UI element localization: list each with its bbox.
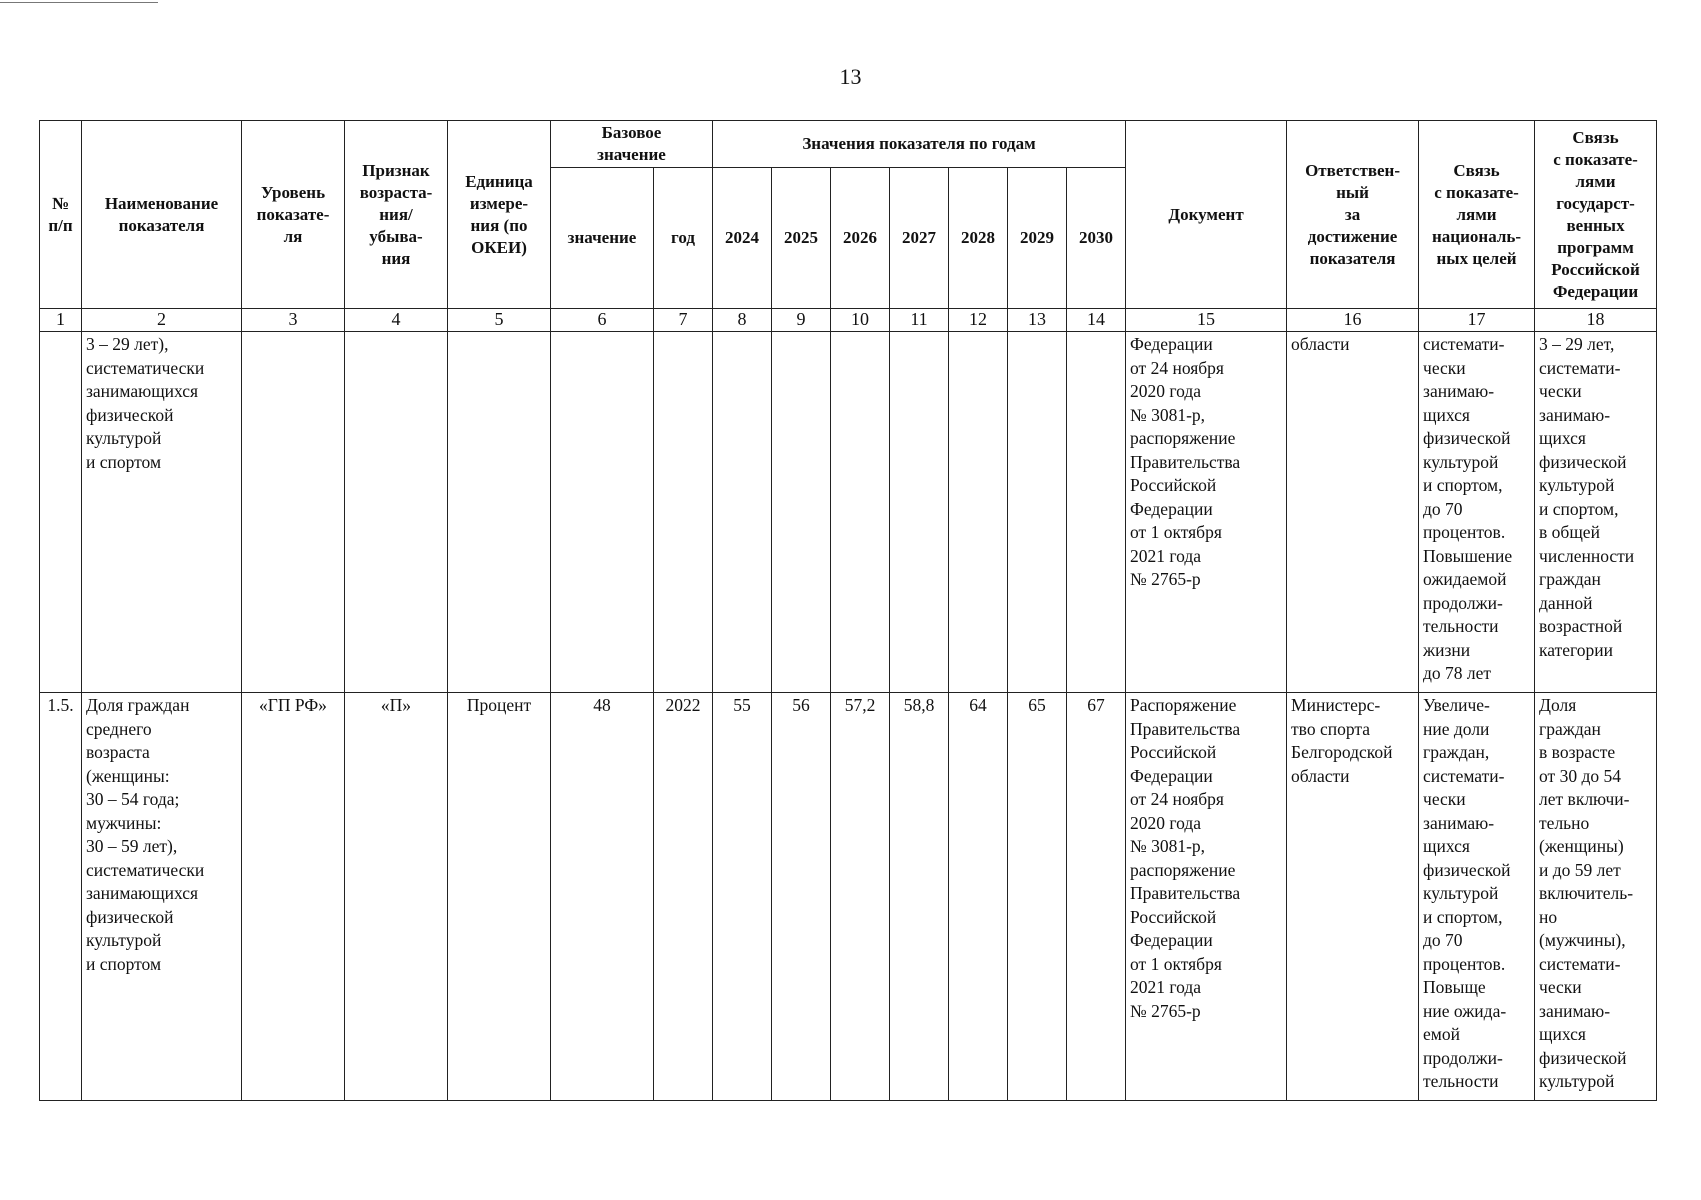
column-number: 12: [949, 309, 1008, 332]
header-programs-link: Связь с показате- лями государст- венных программ Российской Федерации: [1535, 121, 1657, 309]
indicator-level: «ГП РФ»: [242, 693, 345, 1101]
programs-link-cell: Доля граждан в возрасте от 30 до 54 лет включи- тельно (женщины) и до 59 лет включитель- но (мужчины), системати- чески занимаю- щихся физической культурой: [1535, 693, 1657, 1101]
page-number: 13: [839, 64, 862, 89]
header-responsible: Ответствен- ный за достижение показателя: [1287, 121, 1419, 309]
table-row: [40, 693, 1657, 1101]
column-number: 4: [345, 309, 448, 332]
row-num: [40, 332, 82, 693]
indicator-name: 3 – 29 лет), систематически занимающихся физической культурой и спортом: [82, 332, 242, 693]
year-value: 56: [772, 693, 831, 1101]
column-number: 7: [654, 309, 713, 332]
corner-rule: [0, 2, 158, 3]
column-number: 2: [82, 309, 242, 332]
year-value: [831, 332, 890, 693]
year-value: [1067, 332, 1126, 693]
column-number: 1: [40, 309, 82, 332]
year-value: [713, 332, 772, 693]
indicators-table: [39, 120, 1657, 1101]
header-year: 2028: [949, 168, 1008, 309]
indicator-unit: Процент: [448, 693, 551, 1101]
base-value: [551, 332, 654, 693]
header-num: № п/п: [40, 121, 82, 309]
goals-link-cell: Увеличе- ние доли граждан, системати- чески занимаю- щихся физической культурой и спортом, до 70 процентов. Повыще ние ожида- емой продолжи- тельности: [1419, 693, 1535, 1101]
year-value: 58,8: [890, 693, 949, 1101]
header-base-year: год: [654, 168, 713, 309]
indicator-sign: [345, 332, 448, 693]
column-number: 9: [772, 309, 831, 332]
header-year: 2030: [1067, 168, 1126, 309]
column-number: 17: [1419, 309, 1535, 332]
goals-link-cell: системати- чески занимаю- щихся физической культурой и спортом, до 70 процентов. Повышение ожидаемой продолжи- тельности жизни до 78 лет: [1419, 332, 1535, 693]
year-value: 55: [713, 693, 772, 1101]
header-years-group: Значения показателя по годам: [713, 121, 1126, 168]
header-year: 2026: [831, 168, 890, 309]
row-num: 1.5.: [40, 693, 82, 1101]
year-value: [890, 332, 949, 693]
header-year: 2024: [713, 168, 772, 309]
year-value: 65: [1008, 693, 1067, 1101]
base-year: 2022: [654, 693, 713, 1101]
header-unit: Единица измере- ния (по ОКЕИ): [448, 121, 551, 309]
column-number: 5: [448, 309, 551, 332]
base-value: 48: [551, 693, 654, 1101]
document-cell: Распоряжение Правительства Российской Федерации от 24 ноября 2020 года № 3081-р, распоряжение Правительства Российской Федерации от 1 октября 2021 года № 2765-р: [1126, 693, 1287, 1101]
header-year: 2029: [1008, 168, 1067, 309]
year-value: [949, 332, 1008, 693]
responsible-cell: области: [1287, 332, 1419, 693]
header-base: Базовое значение: [551, 121, 713, 168]
header-year: 2027: [890, 168, 949, 309]
column-number: 11: [890, 309, 949, 332]
column-number: 14: [1067, 309, 1126, 332]
programs-link-cell: 3 – 29 лет, системати- чески занимаю- щихся физической культурой и спортом, в общей численности граждан данной возрастной категории: [1535, 332, 1657, 693]
column-number: 15: [1126, 309, 1287, 332]
indicator-name: Доля граждан среднего возраста (женщины: 30 – 54 года; мужчины: 30 – 59 лет), систематически занимающихся физической культурой и спортом: [82, 693, 242, 1101]
column-number: 16: [1287, 309, 1419, 332]
responsible-cell: Министерс- тво спорта Белгородской области: [1287, 693, 1419, 1101]
indicator-unit: [448, 332, 551, 693]
base-year: [654, 332, 713, 693]
header-goals-link: Связь с показате- лями националь- ных целей: [1419, 121, 1535, 309]
year-value: 64: [949, 693, 1008, 1101]
header-base-value: значение: [551, 168, 654, 309]
column-number: 6: [551, 309, 654, 332]
table-row: [40, 332, 1657, 693]
header-name: Наименование показателя: [82, 121, 242, 309]
header-level: Уровень показате- ля: [242, 121, 345, 309]
document-cell: Федерации от 24 ноября 2020 года № 3081-р, распоряжение Правительства Российской Федерации от 1 октября 2021 года № 2765-р: [1126, 332, 1287, 693]
year-value: [1008, 332, 1067, 693]
year-value: [772, 332, 831, 693]
header-sign: Признак возраста- ния/ убыва- ния: [345, 121, 448, 309]
column-number: 8: [713, 309, 772, 332]
year-value: 67: [1067, 693, 1126, 1101]
header-document: Документ: [1126, 121, 1287, 309]
column-numbers-row: [40, 309, 1657, 332]
column-number: 10: [831, 309, 890, 332]
column-number: 18: [1535, 309, 1657, 332]
indicator-level: [242, 332, 345, 693]
year-value: 57,2: [831, 693, 890, 1101]
column-number: 13: [1008, 309, 1067, 332]
header-year: 2025: [772, 168, 831, 309]
column-number: 3: [242, 309, 345, 332]
indicator-sign: «П»: [345, 693, 448, 1101]
